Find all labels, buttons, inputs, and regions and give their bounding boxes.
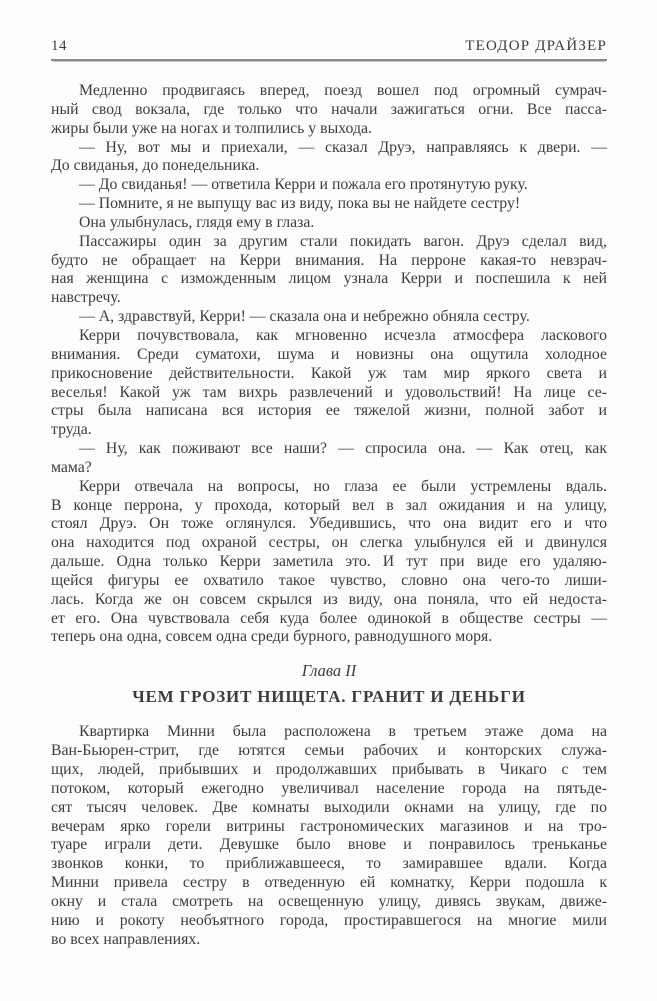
text-line: сят тысяч человек. Две комнаты выходили окнами на улицу, где по: [51, 798, 607, 816]
text-line: лась. Когда же он совсем скрылся из виду, она поняла, что ей недоста-: [51, 590, 607, 608]
text-line: она находится под охраной сестры, он слегка улыбнулся ей и двинулся: [51, 534, 607, 552]
chapter-heading: [51, 661, 607, 707]
text-line: туаре играли дети. Девушке было внове и понравилось треньканье: [51, 836, 607, 854]
text-line: нию и рокоту необъятного города, простиравшегося на многие мили: [51, 911, 607, 929]
text-line: теперь она одна, совсем одна среди бурного, равнодушного моря.: [51, 628, 493, 646]
text-line: щейся фигуры ее охватило такое чувство, словно она чего-то лиши-: [51, 571, 607, 589]
chapter-title: ЧЕМ ГРОЗИТ НИЩЕТА. ГРАНИТ И ДЕНЬГИ: [132, 687, 526, 707]
text-line: щих, людей, прибывших и продолжавших прибывать в Чикаго с тем: [51, 761, 607, 778]
text-line: — А, здравствуй, Керри! — сказала она и небрежно обняла сестру.: [79, 308, 530, 326]
text-line: звонков конки, то приближавшееся, то замиравшее вдали. Когда: [51, 855, 607, 873]
text-line: ная женщина с изможденным лицом узнала Керри и поспешила к ней: [51, 270, 607, 288]
text-line: стоял Друэ. Он тоже оглянулся. Убедившись, что она видит его и что: [51, 515, 607, 533]
text-line: — Ну, как поживают все наши? — спросила она. — Как отец, как: [79, 440, 607, 458]
running-title-author: ТЕОДОР ДРАЙЗЕР: [465, 38, 607, 54]
page-number: 14: [51, 38, 67, 54]
text-line: Медленно продвигаясь вперед, поезд вошел под огромный сумрач-: [79, 82, 607, 99]
text-line: прикосновение действительности. Какой уж там мир яркого света и: [51, 364, 607, 382]
text-line: внимания. Среди суматохи, шума и новизны она ощутила холодное: [51, 345, 607, 363]
text-line: Керри отвечала на вопросы, но глаза ее были устремлены вдаль.: [79, 477, 607, 495]
text-line: ный свод вокзала, где только что начали зажигаться огни. Все пасса-: [51, 100, 607, 118]
text-line: Керри почувствовала, как мгновенно исчезла атмосфера ласкового: [79, 326, 607, 344]
text-line: ет его. Она чувствовала себя куда более одинокой в обществе сестры —: [51, 609, 607, 627]
text-line: До свиданья, до понедельника.: [51, 157, 260, 175]
text-line: — Помните, я не выпущу вас из виду, пока вы не найдете сестру!: [79, 195, 521, 213]
text-line: В конце перрона, у прохода, который вел в зал ожидания и на улицу,: [51, 496, 607, 514]
text-line: Минни привела сестру в отведенную ей комнатку, Керри подошла к: [51, 874, 607, 892]
text-line: жиры были уже на ногах и толпились у выхода.: [51, 119, 372, 137]
text-line: веселья! Какой уж там вихрь развлечений и удовольствий! На лице се-: [51, 383, 607, 401]
text-line: стры была написана вся история ее тяжелой жизни, полной забот и: [51, 402, 607, 420]
text-line: — До свиданья! — ответила Керри и пожала его протянутую руку.: [79, 176, 528, 194]
text-line: во всех направлениях.: [51, 930, 201, 948]
text-line: будто не обращает на Керри внимания. На перроне какая-то невзрач-: [51, 251, 607, 269]
text-line: — Ну, вот мы и приехали, — сказал Друэ, направляясь к двери. —: [79, 138, 607, 156]
text-line: Пассажиры один за другим стали покидать вагон. Друэ сделал вид,: [79, 232, 607, 250]
text-line: вечерам ярко горели витрины гастрономических магазинов и на тро-: [51, 817, 607, 835]
text-line: мама?: [51, 458, 92, 476]
text-line: Квартирка Минни была расположена в третьем этаже дома на: [79, 723, 607, 741]
text-line: потоком, который ежегодно увеличивал население города на пятьде-: [51, 779, 607, 797]
chapter-1-text: [51, 82, 607, 647]
text-line: окну и стала смотреть на освещенную улицу, дивясь звукам, движе-: [51, 892, 607, 910]
text-line: Ван-Бьюрен-стрит, где ютятся семьи рабочих и конторских служа-: [51, 742, 607, 760]
text-line: труда.: [51, 421, 92, 439]
chapter-number: Глава II: [301, 661, 357, 681]
text-line: дальше. Одна только Керри заметила это. И тут при виде его удаляю-: [51, 553, 607, 571]
running-header: [51, 38, 607, 61]
chapter-2-text: [51, 723, 607, 949]
text-line: навстречу.: [51, 289, 121, 307]
text-line: Она улыбнулась, глядя ему в глаза.: [79, 213, 315, 231]
